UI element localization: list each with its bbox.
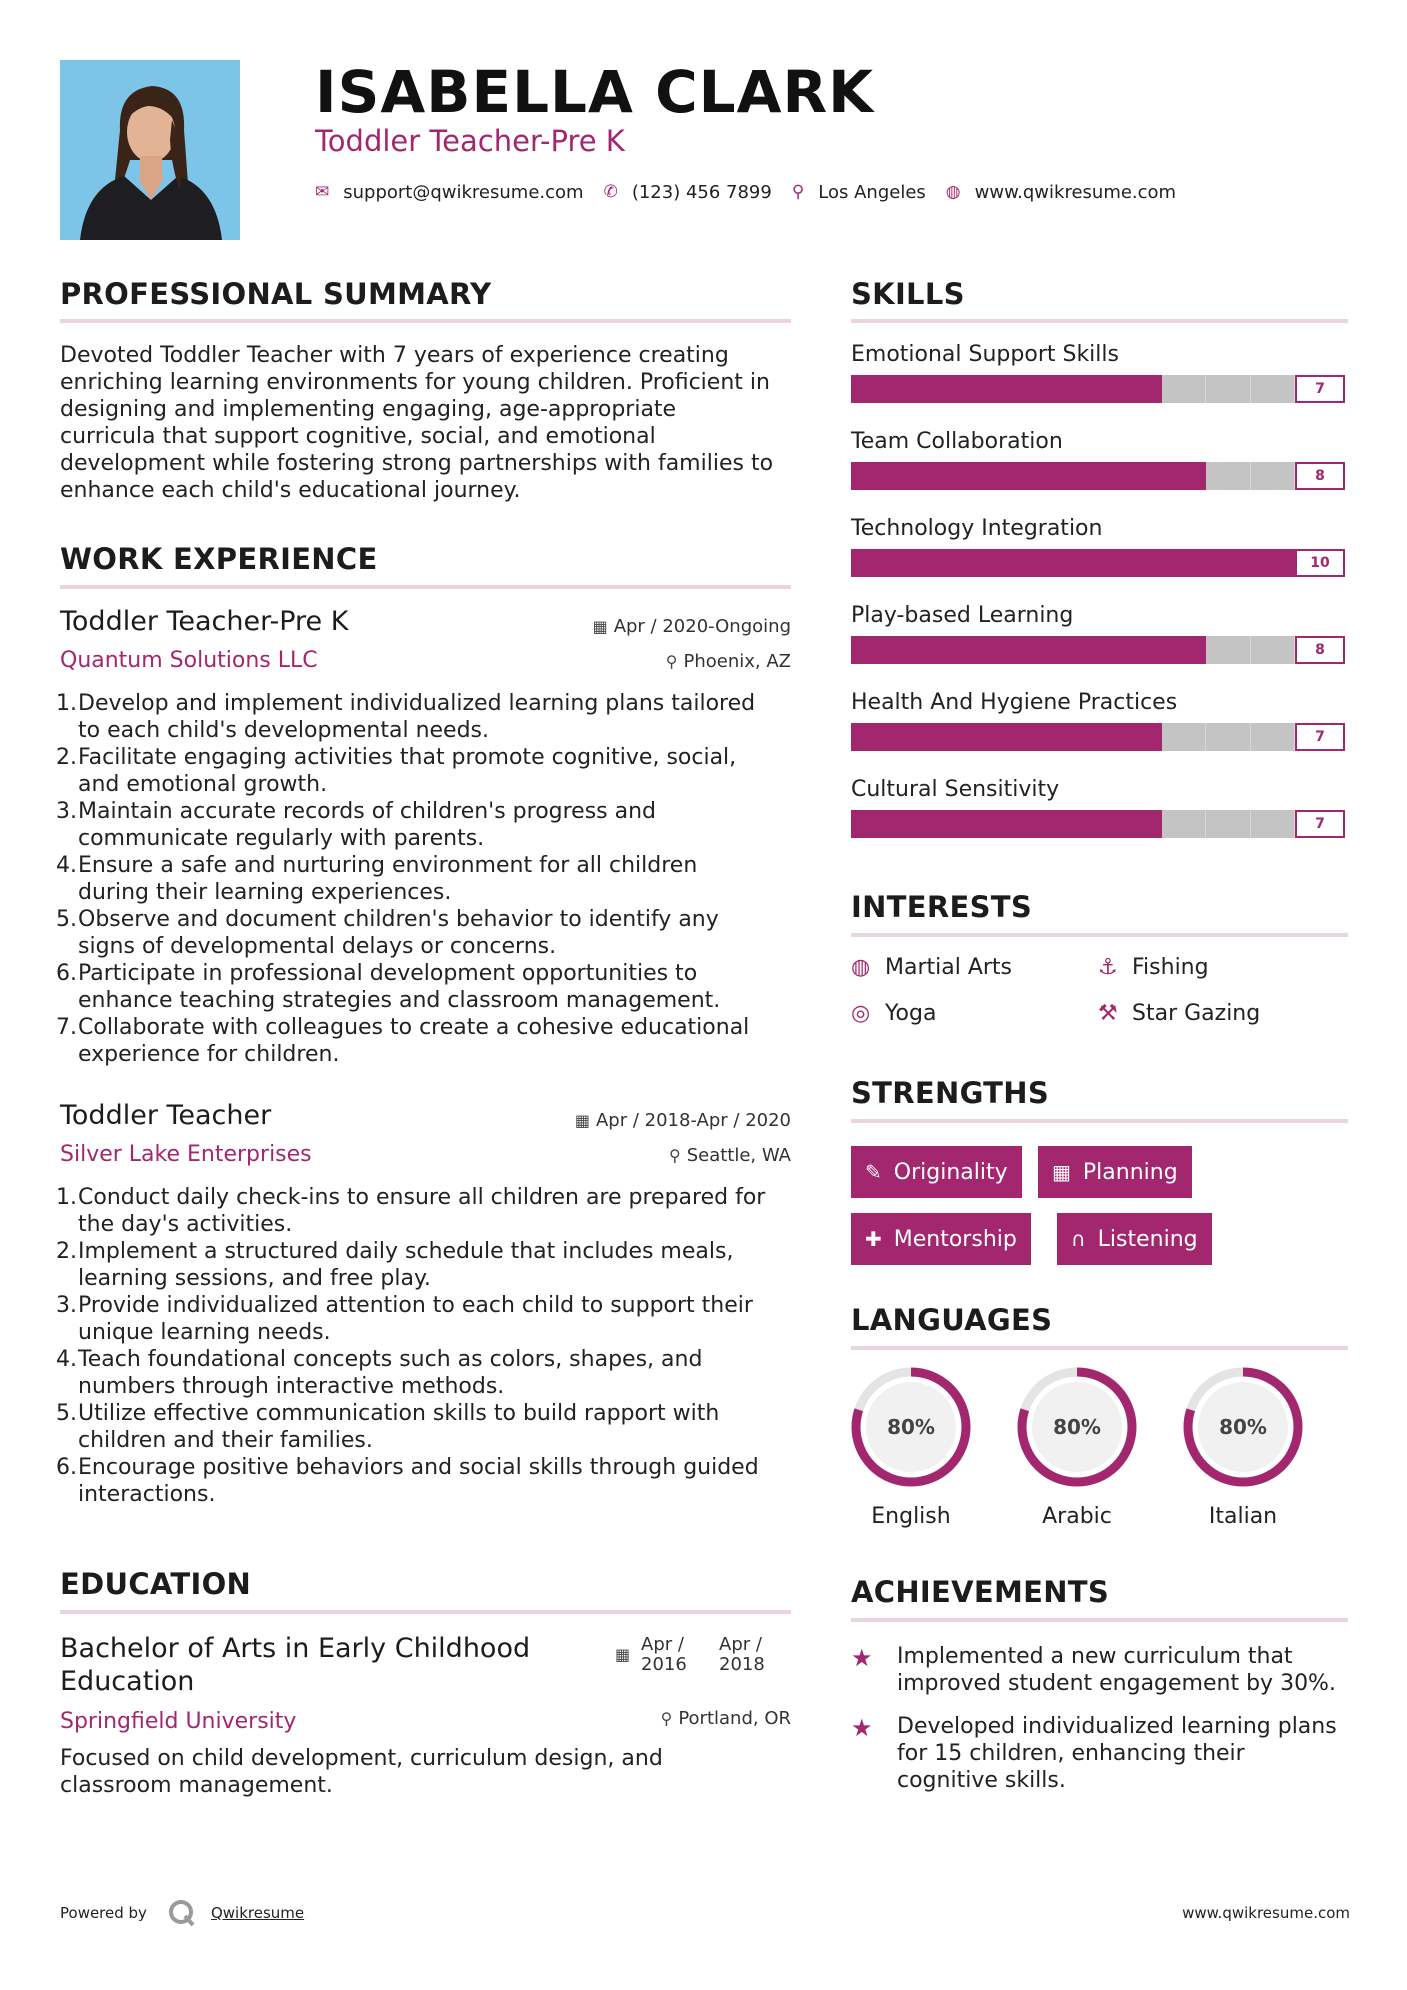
skill-item: [851, 516, 1351, 577]
language-ring: [848, 1364, 974, 1490]
education-location: [661, 1708, 791, 1729]
anchor-icon: ⚓: [1098, 955, 1118, 980]
summary-line: designing and implementing engaging, age-appropriate: [60, 397, 677, 422]
skill-name: Technology Integration: [851, 516, 1103, 541]
duty-item: 4. Ensure a safe and nurturing environment for all children during their learning experiences.: [56, 853, 698, 905]
summary-line: enriching learning environments for young children. Proficient in: [60, 370, 770, 395]
skill-bar-fill: [851, 723, 1162, 751]
user-plus-icon: ✚: [865, 1227, 882, 1251]
footer-brand: [60, 1898, 304, 1928]
languages-list: [831, 1364, 1351, 1534]
interests-heading: INTERESTS: [851, 890, 1033, 924]
calendar-icon: ▦: [592, 617, 608, 636]
calendar-icon: ▦: [574, 1111, 590, 1130]
achievements-rule: [851, 1618, 1348, 1622]
contact-location: [792, 182, 926, 203]
summary-line: curricula that support cognitive, social, and emotional: [60, 424, 656, 449]
skill-level-badge: 8: [1295, 462, 1345, 490]
skill-item: [851, 777, 1351, 838]
duty-item: 6. Encourage positive behaviors and social skills through guided interactions.: [56, 1455, 759, 1507]
language-percent: 80%: [1219, 1415, 1267, 1439]
interest-item: ⚓ Fishing: [1098, 955, 1209, 980]
skill-name: Health And Hygiene Practices: [851, 690, 1178, 715]
calendar-icon: ▦: [615, 1645, 631, 1664]
contact-email[interactable]: [315, 182, 584, 203]
duty-item: 4. Teach foundational concepts such as colors, shapes, and numbers through interactive methods.: [56, 1347, 703, 1399]
education-end: Apr / 2018: [719, 1634, 765, 1675]
powered-by-text: Powered by: [60, 1904, 147, 1922]
headphones-icon: ∩: [1071, 1227, 1086, 1251]
language-name: Italian: [1208, 1504, 1278, 1529]
phone-icon: ✆: [603, 182, 618, 202]
star-icon: ★: [851, 1644, 873, 1672]
job-dates-text: Apr / 2018-Apr / 2020: [595, 1110, 791, 1131]
summary-heading: PROFESSIONAL SUMMARY: [60, 277, 492, 311]
education-location-text: Portland, OR: [678, 1708, 791, 1729]
skill-item: [851, 342, 1351, 403]
summary-text: [60, 342, 800, 504]
interest-item: ◎ Yoga: [851, 1001, 937, 1026]
pin-icon: ⚲: [668, 1146, 681, 1165]
job-title: Toddler Teacher-Pre K: [60, 606, 349, 637]
skill-bar-track: [851, 723, 1295, 751]
language-item: [997, 1364, 1157, 1529]
language-ring: [1180, 1364, 1306, 1490]
duty-item: 3. Provide individualized attention to each child to support their unique learning needs.: [56, 1293, 753, 1345]
skill-bar: [851, 549, 1351, 577]
skill-bar-fill: [851, 462, 1206, 490]
skill-bar: [851, 636, 1351, 664]
contact-website[interactable]: [946, 182, 1176, 203]
education-heading: EDUCATION: [60, 1567, 252, 1601]
achievement-item: ★ Implemented a new curriculum that improved student engagement by 30%.: [851, 1644, 1336, 1696]
job-dates: [593, 616, 791, 637]
achievements-heading: ACHIEVEMENTS: [851, 1575, 1110, 1609]
skill-level-badge: 10: [1295, 549, 1345, 577]
strength-chip: ✎ Originality: [851, 1146, 1022, 1198]
life-ring-icon: ◎: [851, 1001, 871, 1026]
work-rule: [60, 585, 791, 589]
duty-item: 2. Implement a structured daily schedule that includes meals, learning sessions, and free play.: [56, 1239, 734, 1291]
skill-item: [851, 429, 1351, 490]
skills-rule: [851, 319, 1348, 323]
duty-item: 1. Develop and implement individualized learning plans tailored to each child's developmental needs.: [56, 691, 756, 743]
job-dates: [575, 1110, 791, 1131]
language-percent: 80%: [1053, 1415, 1101, 1439]
duty-item: 7. Collaborate with colleagues to create a cohesive educational experience for children.: [56, 1015, 750, 1067]
map-marker-icon: ⚲: [791, 182, 805, 202]
skill-item: [851, 603, 1351, 664]
languages-rule: [851, 1346, 1348, 1350]
skill-name: Emotional Support Skills: [851, 342, 1119, 367]
work-heading: WORK EXPERIENCE: [60, 542, 378, 576]
website-text: www.qwikresume.com: [974, 181, 1177, 203]
skill-bar: [851, 375, 1351, 403]
language-item: [831, 1364, 991, 1529]
job-location: [666, 651, 791, 672]
strengths-heading: STRENGTHS: [851, 1076, 1050, 1110]
duty-item: 6. Participate in professional development opportunities to enhance teaching strategies and classroom management.: [56, 961, 721, 1013]
languages-heading: LANGUAGES: [851, 1303, 1053, 1337]
pin-icon: ⚲: [660, 1709, 673, 1728]
job-location-text: Phoenix, AZ: [683, 651, 791, 672]
gavel-icon: ⚒: [1098, 1001, 1118, 1026]
skill-bar-fill: [851, 810, 1162, 838]
summary-line: Devoted Toddler Teacher with 7 years of experience creating: [60, 343, 729, 368]
achievement-item: ★ Developed individualized learning plans for 15 children, enhancing their cognitive skills.: [851, 1714, 1337, 1793]
job-title: Toddler Teacher: [60, 1100, 272, 1131]
footer-url[interactable]: www.qwikresume.com: [1182, 1904, 1350, 1922]
job-duties: [56, 1184, 805, 1508]
skill-item: [851, 690, 1351, 751]
profile-photo: [60, 60, 240, 240]
qwikresume-link[interactable]: Qwikresume: [210, 1904, 305, 1922]
language-percent: 80%: [887, 1415, 935, 1439]
pencil-icon: ✎: [865, 1160, 882, 1184]
degree-line: Bachelor of Arts in Early Childhood: [60, 1633, 531, 1664]
job-duties: [56, 690, 805, 1068]
skills-heading: SKILLS: [851, 277, 965, 311]
degree: [60, 1632, 530, 1698]
duty-item: 5. Observe and document children's behavior to identify any signs of developmental delays or concerns.: [56, 907, 719, 959]
language-name: Arabic: [1042, 1504, 1112, 1529]
globe-icon: ◍: [945, 182, 961, 202]
job-company: Silver Lake Enterprises: [60, 1142, 312, 1167]
duty-item: 5. Utilize effective communication skills to build rapport with children and their families.: [56, 1401, 720, 1453]
skill-level-badge: 8: [1295, 636, 1345, 664]
summary-line: development while fostering strong partnerships with families to: [60, 451, 774, 476]
skill-bar-fill: [851, 636, 1206, 664]
contact-bar: [315, 180, 1196, 204]
globe-icon: ◍: [851, 955, 871, 980]
job-location-text: Seattle, WA: [686, 1145, 791, 1166]
education-rule: [60, 1610, 791, 1614]
interest-item: ◍ Martial Arts: [851, 955, 1013, 980]
phone-text: (123) 456 7899: [631, 181, 772, 203]
skill-level-badge: 7: [1295, 810, 1345, 838]
star-icon: ★: [851, 1714, 873, 1742]
interest-item: ⚒ Star Gazing: [1098, 1001, 1261, 1026]
skill-bar-track: [851, 549, 1295, 577]
skill-level-badge: 7: [1295, 375, 1345, 403]
interests-rule: [851, 933, 1348, 937]
candidate-name: ISABELLA CLARK: [315, 58, 875, 126]
duty-item: 2. Facilitate engaging activities that promote cognitive, social, and emotional growth.: [56, 745, 737, 797]
email-text: support@qwikresume.com: [343, 181, 584, 203]
pin-icon: ⚲: [665, 652, 678, 671]
skill-bar-fill: [851, 549, 1295, 577]
education-start: Apr / 2016: [641, 1634, 687, 1675]
degree-line: Education: [60, 1666, 195, 1697]
strength-chip: ∩ Listening: [1057, 1213, 1212, 1265]
job-location: [669, 1145, 791, 1166]
qwikresume-logo-icon: [167, 1898, 197, 1928]
summary-rule: [60, 319, 791, 323]
skill-bar: [851, 462, 1351, 490]
language-name: English: [871, 1504, 951, 1529]
skill-bar: [851, 810, 1351, 838]
location-text: Los Angeles: [818, 181, 926, 203]
job-company: Quantum Solutions LLC: [60, 648, 318, 673]
skill-bar-fill: [851, 375, 1162, 403]
candidate-title: Toddler Teacher-Pre K: [315, 124, 625, 158]
skill-level-badge: 7: [1295, 723, 1345, 751]
strengths-rule: [851, 1119, 1348, 1123]
skill-bar-track: [851, 810, 1295, 838]
language-item: [1163, 1364, 1323, 1529]
education-description: Focused on child development, curriculum design, and classroom management.: [60, 1746, 663, 1798]
strength-chip: ✚ Mentorship: [851, 1213, 1031, 1265]
job-dates-text: Apr / 2020-Ongoing: [613, 616, 791, 637]
skill-name: Team Collaboration: [851, 429, 1063, 454]
skill-name: Cultural Sensitivity: [851, 777, 1060, 802]
skill-bar-track: [851, 462, 1295, 490]
envelope-icon: ✉: [315, 182, 330, 202]
skill-name: Play-based Learning: [851, 603, 1074, 628]
contact-phone[interactable]: [604, 182, 772, 203]
skill-bar: [851, 723, 1351, 751]
duty-item: 3. Maintain accurate records of children's progress and communicate regularly with parents.: [56, 799, 657, 851]
calendar-icon: ▦: [1052, 1160, 1071, 1184]
school-name: Springfield University: [60, 1709, 297, 1734]
language-ring: [1014, 1364, 1140, 1490]
skill-bar-track: [851, 636, 1295, 664]
summary-line: enhance each child's educational journey.: [60, 478, 521, 503]
strength-chip: ▦ Planning: [1038, 1146, 1192, 1198]
duty-item: 1. Conduct daily check-ins to ensure all children are prepared for the day's activities.: [56, 1185, 766, 1237]
skill-bar-track: [851, 375, 1295, 403]
